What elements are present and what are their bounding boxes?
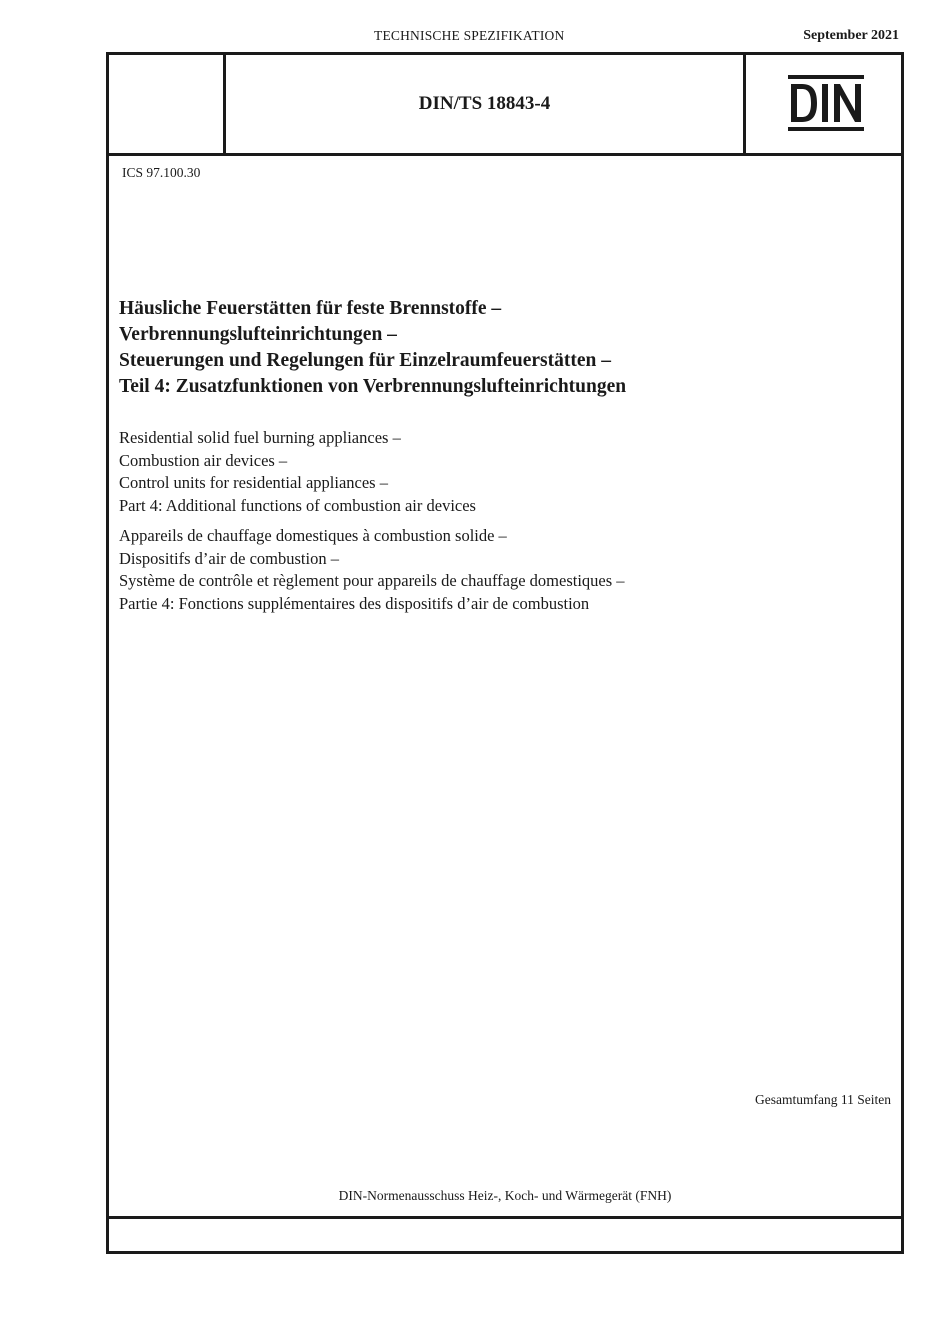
title-german-line: Teil 4: Zusatzfunktionen von Verbrennungslufteinrichtungen bbox=[119, 376, 627, 397]
title-english bbox=[119, 427, 879, 517]
ics-code: ICS 97.100.30 bbox=[122, 165, 201, 180]
logo-cell bbox=[743, 55, 901, 153]
header-row bbox=[109, 55, 901, 156]
header-empty-cell bbox=[109, 55, 226, 153]
title-german-line: Steuerungen und Regelungen für Einzelraumfeuerstätten – bbox=[119, 350, 612, 371]
standards-committee: DIN-Normenausschuss Heiz-, Koch- und Wärmegerät (FNH) bbox=[338, 1188, 672, 1203]
document-number: DIN/TS 18843-4 bbox=[418, 93, 551, 114]
title-french bbox=[119, 525, 879, 615]
cover-frame bbox=[106, 52, 904, 1254]
title-german-line: Verbrennungslufteinrichtungen – bbox=[119, 324, 397, 345]
din-logo-icon bbox=[788, 75, 864, 131]
title-english-line: Control units for residential appliances – bbox=[119, 473, 388, 492]
title-french-line: Système de contrôle et règlement pour appareils de chauffage domestiques – bbox=[119, 571, 625, 590]
title-english-line: Residential solid fuel burning appliances – bbox=[119, 428, 401, 447]
title-german-line: Häusliche Feuerstätten für feste Brennstoffe – bbox=[119, 298, 502, 319]
total-pages: Gesamtumfang 11 Seiten bbox=[755, 1092, 891, 1107]
title-german bbox=[119, 296, 879, 400]
title-french-line: Partie 4: Fonctions supplémentaires des dispositifs d’air de combustion bbox=[119, 593, 590, 613]
footer-divider bbox=[109, 1216, 901, 1219]
title-french-line: Appareils de chauffage domestiques à combustion solide – bbox=[119, 526, 507, 545]
title-english-line: Part 4: Additional functions of combustion air devices bbox=[119, 495, 476, 515]
title-french-line: Dispositifs d’air de combustion – bbox=[119, 548, 339, 568]
publication-date: September 2021 bbox=[803, 28, 899, 43]
document-type-label: TECHNISCHE SPEZIFIKATION bbox=[374, 28, 565, 43]
title-english-line: Combustion air devices – bbox=[119, 450, 288, 470]
